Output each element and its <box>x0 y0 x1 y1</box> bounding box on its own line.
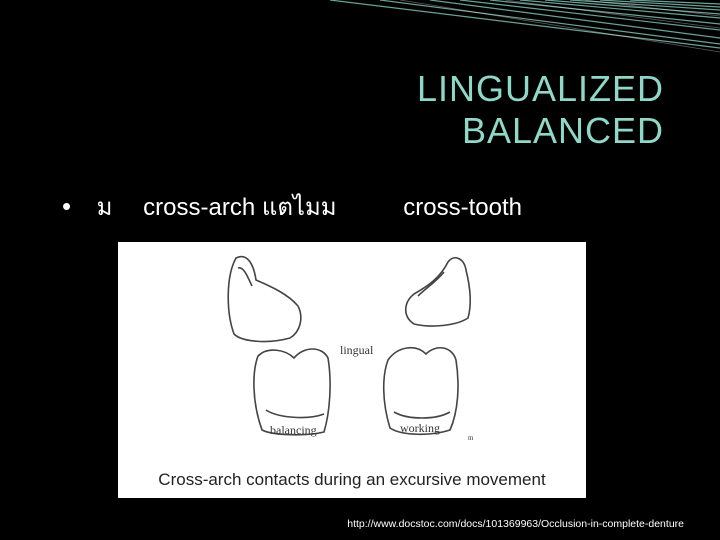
lower-left-tooth <box>254 349 330 435</box>
bullet-item <box>62 190 522 224</box>
bullet-text-part1: ม <box>96 194 113 221</box>
title-line-1: LINGUALIZED <box>416 68 664 109</box>
label-mark: m <box>468 434 474 442</box>
label-working: working <box>400 421 440 435</box>
label-balancing: balancing <box>270 423 317 437</box>
figure-caption: Cross-arch contacts during an excursive movement <box>158 470 546 489</box>
slide-title <box>417 68 664 152</box>
source-link[interactable]: http://www.docstoc.com/docs/101369963/Occlusion-in-complete-denture <box>347 518 684 530</box>
upper-right-tooth <box>406 258 470 326</box>
bullet-marker: • <box>62 191 72 221</box>
title-line-2: BALANCED <box>461 110 664 151</box>
bullet-text-part2: cross-arch แตไมม <box>143 194 337 221</box>
decorative-stripes <box>0 0 720 60</box>
label-lingual: lingual <box>340 343 374 357</box>
bullet-text-part3: cross-tooth <box>403 194 523 221</box>
upper-left-tooth <box>228 257 301 342</box>
occlusion-figure <box>118 242 586 498</box>
teeth-diagram <box>118 242 586 498</box>
